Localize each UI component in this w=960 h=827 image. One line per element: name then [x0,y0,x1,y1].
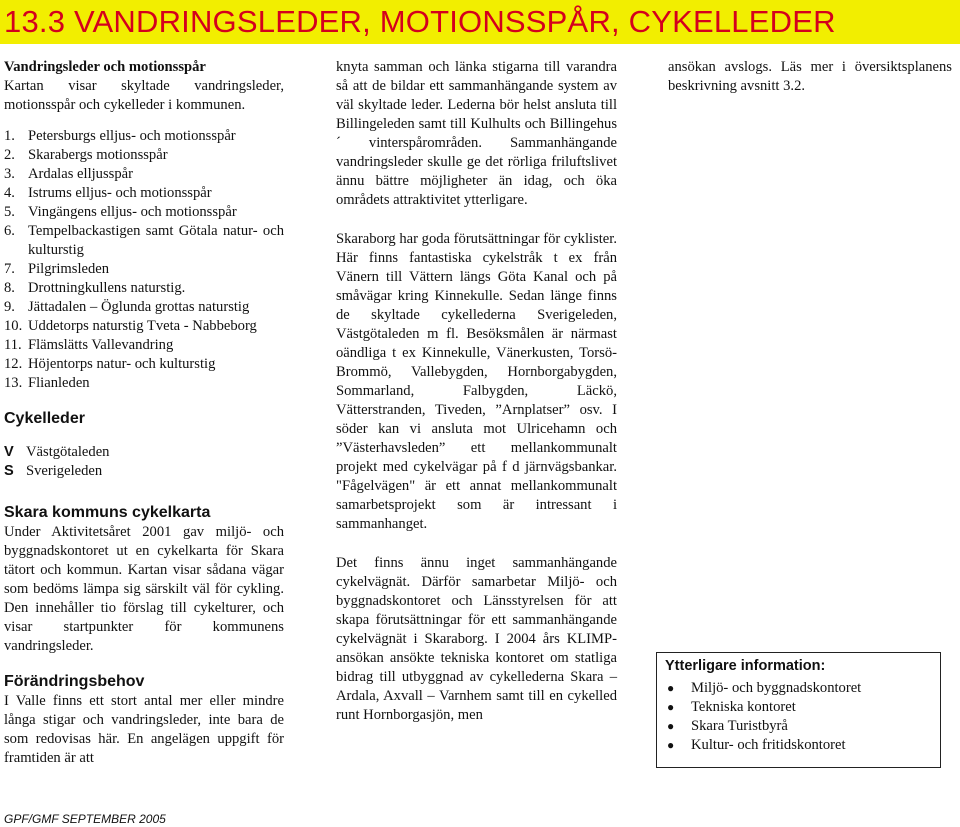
list-text: Flämslätts Vallevandring [28,337,174,353]
page-title: 13.3 VANDRINGSLEDER, MOTIONSSPÅR, CYKELLEDER [4,4,836,39]
list-number: 9. [4,299,15,315]
forandring-paragraph: I Valle finns ett stort antal mer eller mindre långa stigar och vandringsleder, inte bara de som redovisas här. En angelägen uppgift för framtiden är att [4,693,284,766]
column-2 [336,58,617,725]
skara-heading: Skara kommuns cykelkarta [4,504,211,521]
list-item [4,127,284,146]
paragraph: Det finns ännu inget sammanhängande cykelvägnät. Därför samarbetar Miljö- och byggnadskontoret och Länsstyrelsen för att skapa förutsättningar för ett sammanhängande cykelvägnät i Skaraborg. I 2004 års KLIMP-ansökan ansökte tekniska kontoret om statliga bidrag till utbyggnad av cykellederna Skara – Ardala, Axvall – Varnhem samt till en cykelled runt Hornborgasjön, men [336,555,617,723]
list-item [4,222,284,260]
intro-paragraph: Kartan visar skyltade vandringsleder, motionsspår och cykelleder i kommunen. [4,78,284,113]
list-item [4,260,284,279]
list-item [665,679,932,698]
list-item [665,698,932,717]
list-text: Ardalas elljusspår [28,166,133,182]
list-number: 7. [4,261,15,277]
info-item: Miljö- och byggnadskontoret [691,680,862,696]
footer: GPF/GMF SEPTEMBER 2005 [4,812,166,826]
column-3 [668,58,952,96]
list-number: 8. [4,280,15,296]
list-text: Petersburgs elljus- och motionsspår [28,128,236,144]
bullet-icon: ● [667,681,675,695]
list-number: 1. [4,128,15,144]
paragraph: knyta samman och länka stigarna till varandra så att de bildar ett sammanhängande system av väl skyltade leder. Lederna bör helst ansluta till Billingeleden samt till Kulhults och Billingehus´ vinterspårområden. Sammanhängande vandringsleder skulle ge det rörliga friluftslivet ännu bättre möjligheter än idag, och öka områdets attraktivitet ytterligare. [336,59,617,208]
skara-paragraph: Under Aktivitetsåret 2001 gav miljö- och byggnadskontoret ut en cykelkarta för Skara tätort och kommun. Kartan visar sådana vägar som bedöms lämpa sig särskilt väl för cykling. Den innehåller tio förslag till cykelturer, och visar startpunkter för kommunens vandringsleder. [4,524,284,654]
list-item [4,165,284,184]
list-number: 6. [4,223,15,239]
paragraph: Skaraborg har goda förutsättningar för cyklister. Här finns fantastiska cykelstråk t ex från Vänern till Vättern längs Göta Kanal och på småvägar kring Kinnekulle. Sedan länge finns de skyltade cykellederna Sverigeleden, Västgötaleden m fl. Besöksmålen är närmast oändliga t ex Kinnekulle, Vänerkusten, Torsö-Brommö, Vallebygden, Hornborgabygden, Sommarland, Falbygden, Läckö, Vätterstranden, Tiveden, ”Arnplatser” osv. I söder kan vi ansluta mot Ulricehamn och ”Västerhavsleden” ett mellankommunalt projekt med cykelvägar på f d järnvägsbankar. "Fågelvägen" är ett annat mellankommunalt samarbetsprojekt som är intressant i sammanhanget. [336,231,617,532]
list-text: Drottningkullens naturstig. [28,280,186,296]
list-number: 5. [4,204,15,220]
info-item: Tekniska kontoret [691,699,796,715]
bullet-icon: ● [667,738,675,752]
list-number: 2. [4,147,15,163]
list-item [4,298,284,317]
info-box [656,652,941,768]
list-number: 11. [4,337,22,353]
list-item [4,146,284,165]
list-text: Skarabergs motionsspår [28,147,168,163]
title-bar [0,0,960,44]
list-item [4,317,284,336]
bullet-icon: ● [667,700,675,714]
list-text: Pilgrimsleden [28,261,110,277]
list-item [4,355,284,374]
column-1 [4,58,284,768]
bullet-icon: ● [667,719,675,733]
cykelleder-list [4,443,284,481]
route-code: V [4,444,14,460]
list-text: Istrums elljus- och motionsspår [28,185,212,201]
list-text: Uddetorps naturstig Tveta - Nabbeborg [28,318,257,334]
forandring-heading: Förändringsbehov [4,673,145,690]
list-number: 12. [4,356,23,372]
info-item: Kultur- och fritidskontoret [691,737,846,753]
list-item [4,184,284,203]
section-subtitle: Vandringsleder och motionsspår [4,59,206,75]
list-number: 10. [4,318,23,334]
list-text: Höjentorps natur- och kulturstig [28,356,216,372]
list-item [4,462,284,481]
list-text: Flianleden [28,375,90,391]
info-list [665,679,932,755]
list-item [4,336,284,355]
route-name: Västgötaleden [26,444,110,460]
list-item [4,374,284,393]
list-item [4,203,284,222]
info-box-heading: Ytterligare information: [665,658,826,674]
list-text: Jättadalen – Öglunda grottas naturstig [28,299,250,315]
info-item: Skara Turistbyrå [691,718,788,734]
list-number: 3. [4,166,15,182]
list-text: Tempelbackastigen samt Götala natur- och kulturstig [28,223,284,258]
route-name: Sverigeleden [26,463,103,479]
list-item [4,443,284,462]
cykelleder-heading: Cykelleder [4,410,85,427]
list-item [665,736,932,755]
list-text: Vingängens elljus- och motionsspår [28,204,237,220]
route-code: S [4,463,14,479]
list-number: 13. [4,375,23,391]
list-item [665,717,932,736]
list-item [4,279,284,298]
paragraph: ansökan avslogs. Läs mer i översiktsplanens beskrivning avsnitt 3.2. [668,59,952,94]
list-number: 4. [4,185,15,201]
route-list [4,127,284,393]
